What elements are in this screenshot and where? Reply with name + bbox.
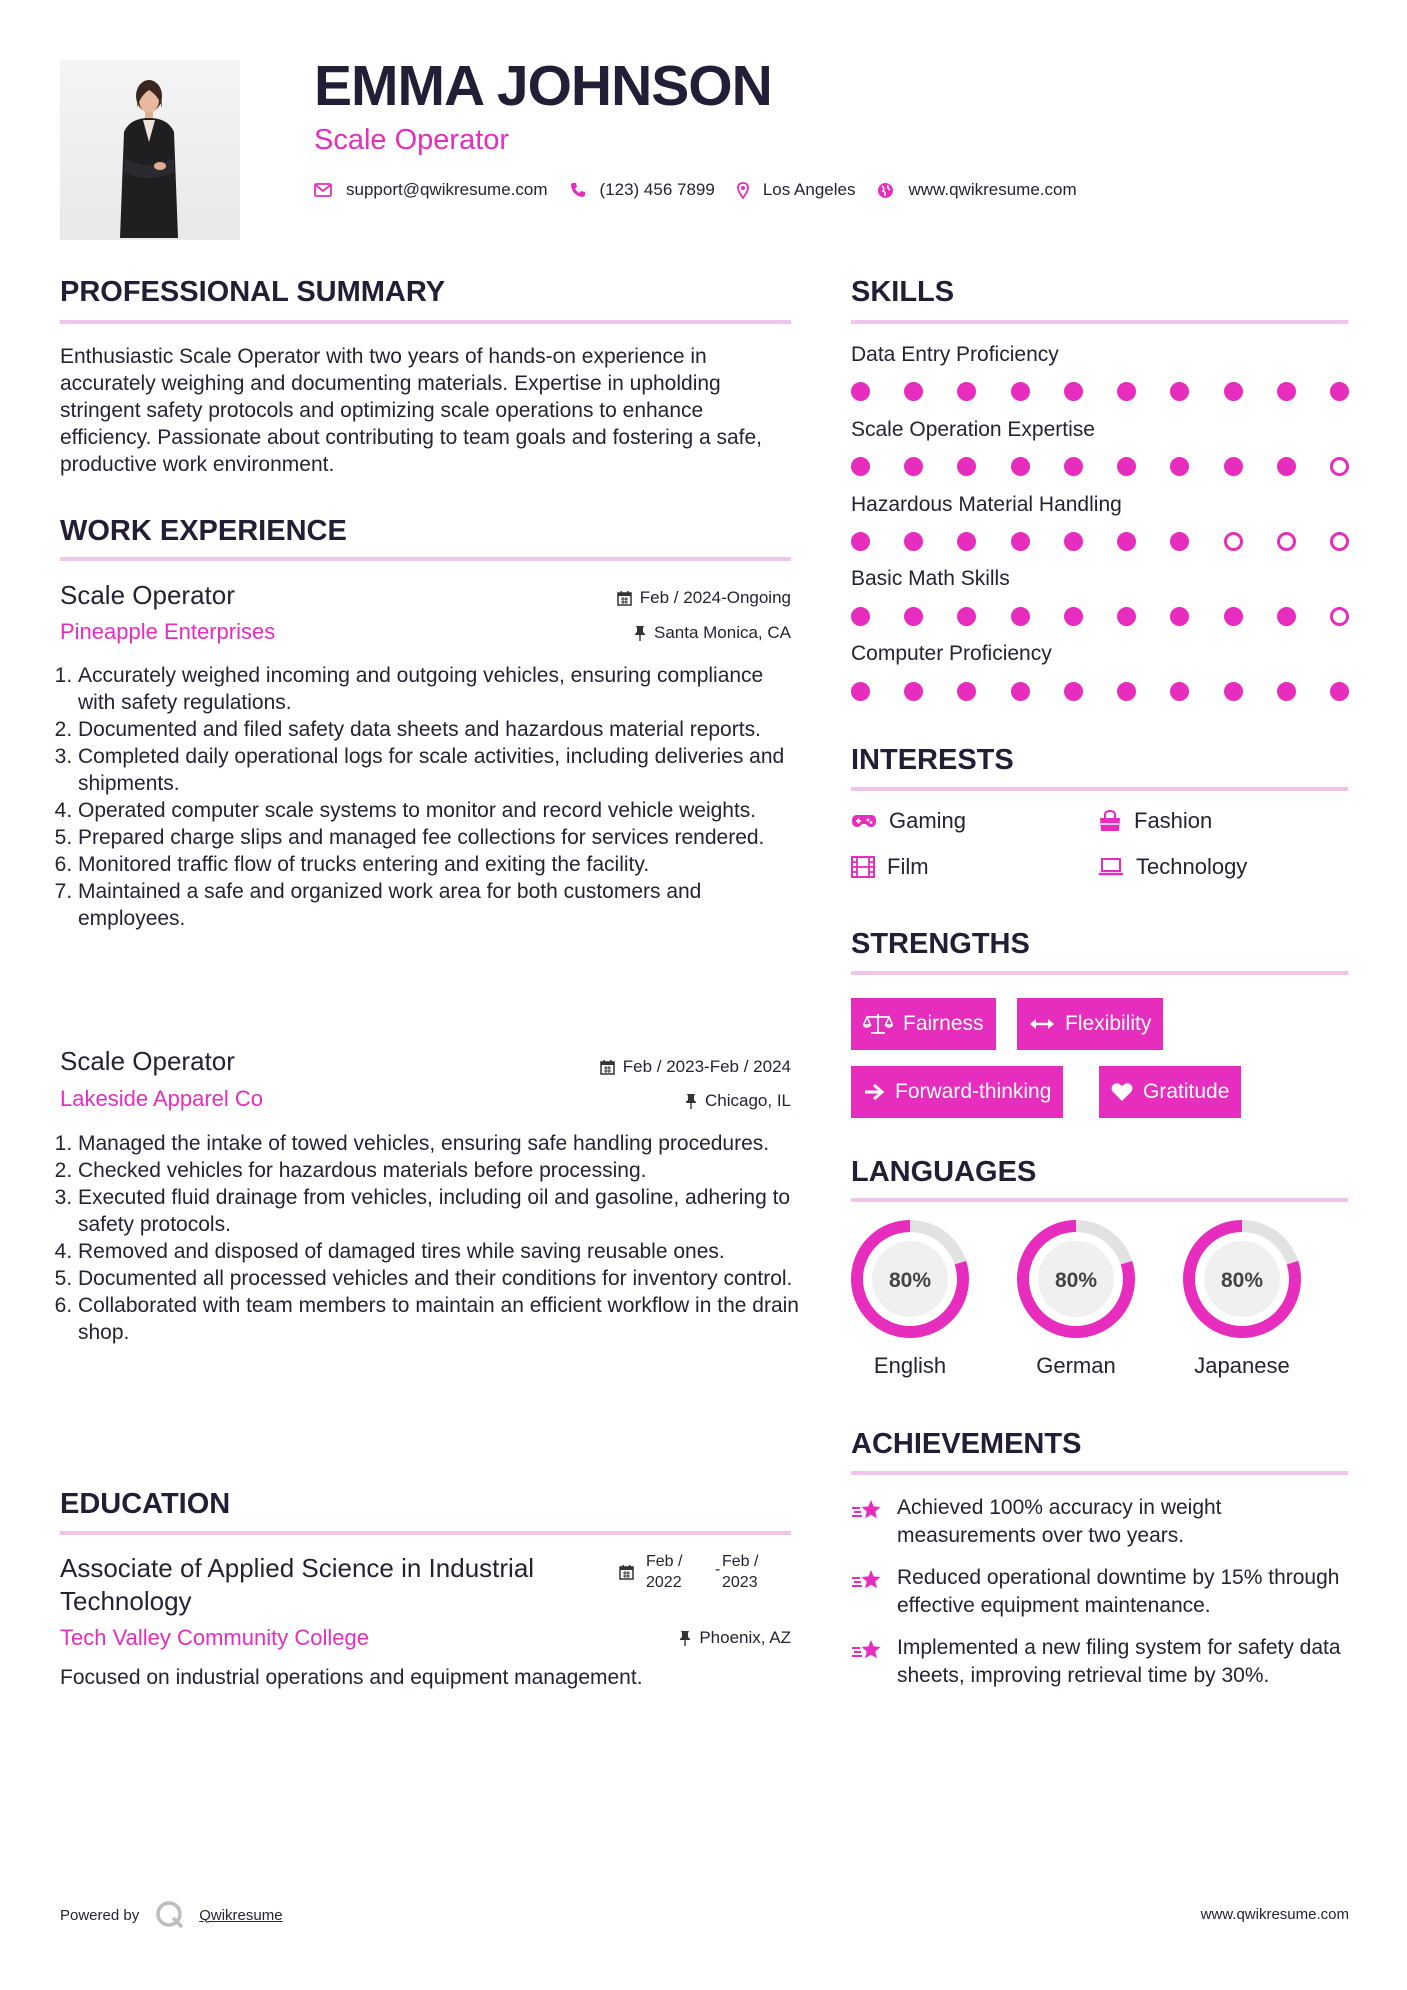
footer-url[interactable]: www.qwikresume.com [1200,1906,1349,1923]
contact-location [737,180,856,200]
skill-dot-filled [1277,607,1296,626]
job-1-location [634,623,791,643]
shooting-star-icon [851,1638,883,1664]
language-percent-label: 80% [888,1269,932,1292]
achievement-item-3 [851,1634,1356,1690]
experience-divider [60,557,791,561]
interest-gaming [851,808,966,834]
achievements-divider [851,1471,1348,1475]
skill-dot-filled [904,382,923,401]
interests-title: INTERESTS [851,744,1014,776]
film-icon [851,856,875,878]
edu-date-separator: - [715,1561,721,1578]
job-1-company: Pineapple Enterprises [60,619,276,644]
interest-label: Gaming [889,808,967,833]
skill-dot-empty [1277,532,1296,551]
candidate-role: Scale Operator [314,124,510,156]
list-item: 6. Monitored traffic flow of trucks entering and exiting the facility. [78,851,800,878]
contact-bar [314,177,1099,203]
calendar-icon [600,1059,615,1075]
calendar-icon [619,1564,634,1580]
job-1-title: Scale Operator [60,580,235,610]
skill-dot-filled [1224,382,1243,401]
shopping-bag-icon [1098,810,1122,832]
language-percent-label: 80% [1220,1269,1264,1292]
education-dates [619,1553,789,1597]
skill-dot-filled [904,682,923,701]
summary-text: Enthusiastic Scale Operator with two years of hands-on experience in accurately weighing and documenting materials. Expertise in upholding stringent safety protocols and optimizing scale operations to enhance efficiency. Passionate about contributing to team goals and fostering a safe, productive work environment. [60,345,762,476]
education-description: Focused on industrial operations and equipment management. [60,1666,643,1689]
skills-divider [851,320,1348,324]
language-ring-german [1015,1218,1137,1345]
skill-dot-filled [957,382,976,401]
skill-dot-filled [1064,607,1083,626]
job-2-location-text: Chicago, IL [705,1091,791,1110]
strengths-divider [851,971,1348,975]
skill-name-1: Data Entry Proficiency [851,343,1059,366]
map-marker-icon [737,182,749,199]
footer-powered-by [60,1900,283,1930]
strength-flexibility [1017,998,1163,1050]
gamepad-icon [851,813,877,829]
job-2-title: Scale Operator [60,1046,235,1076]
education-title: EDUCATION [60,1488,231,1520]
achievement-text: Reduced operational downtime by 15% through effective equipment maintenance. [897,1566,1340,1617]
job-2-dates [600,1057,791,1077]
list-item: 3. Completed daily operational logs for scale activities, including deliveries and shipments. [78,743,800,797]
skill-dot-filled [1011,457,1030,476]
achievement-item-1 [851,1494,1356,1550]
envelope-icon [314,183,332,197]
skill-dot-filled [904,532,923,551]
skill-dot-filled [851,457,870,476]
list-item: 5. Prepared charge slips and managed fee collections for services rendered. [78,824,800,851]
skill-rating-1 [851,381,1349,401]
balance-scale-icon [863,1012,893,1036]
skill-dot-filled [1117,532,1136,551]
skill-dot-filled [1117,457,1136,476]
school-name: Tech Valley Community College [60,1625,369,1650]
contact-email[interactable] [314,180,548,200]
list-item: 5. Documented all processed vehicles and their conditions for inventory control. [78,1265,800,1292]
skill-dot-filled [1117,682,1136,701]
degree-line-1: Associate of Applied Science in Industrial [60,1553,535,1583]
email-text: support@qwikresume.com [346,180,548,199]
languages-title: LANGUAGES [851,1156,1037,1188]
laptop-icon [1098,857,1124,877]
edu-end-year: 2023 [722,1574,758,1591]
language-name-english: English [873,1353,947,1378]
language-ring-english [849,1218,971,1345]
skill-dot-filled [1170,532,1189,551]
skill-dot-filled [1277,457,1296,476]
strength-label: Flexibility [1065,1012,1152,1035]
edu-start-month: Feb / [646,1553,683,1570]
list-item: 1. Accurately weighed incoming and outgoing vehicles, ensuring compliance with safety regulations. [78,662,800,716]
interests-divider [851,787,1348,791]
skill-dot-filled [1011,382,1030,401]
list-item: 2. Checked vehicles for hazardous materials before processing. [78,1157,800,1184]
pushpin-icon [679,1630,691,1646]
skill-dot-empty [1330,532,1349,551]
skill-dot-filled [851,382,870,401]
shooting-star-icon [851,1568,883,1594]
calendar-icon [617,590,632,606]
strength-label: Gratitude [1143,1080,1230,1103]
experience-title: WORK EXPERIENCE [60,515,347,547]
strength-label: Forward-thinking [895,1080,1052,1103]
skill-dot-filled [1117,382,1136,401]
skill-name-5: Computer Proficiency [851,642,1052,665]
list-item: 2. Documented and filed safety data sheets and hazardous material reports. [78,716,800,743]
globe-icon [877,182,894,199]
strength-fairness [851,998,996,1050]
skill-dot-empty [1224,532,1243,551]
skill-dot-filled [904,607,923,626]
pushpin-icon [685,1093,697,1109]
skill-rating-3 [851,531,1349,551]
interest-label: Fashion [1134,808,1213,833]
job-1-dates-text: Feb / 2024-Ongoing [639,588,791,607]
job-2-location [685,1091,791,1111]
language-percent-label: 80% [1054,1269,1098,1292]
skill-dot-filled [1011,682,1030,701]
language-name-german: German [1036,1353,1116,1378]
list-item: 6. Collaborated with team members to maintain an efficient workflow in the drain shop. [78,1292,800,1346]
profile-photo [60,60,240,240]
achievements-title: ACHIEVEMENTS [851,1428,1082,1460]
achievement-text: Implemented a new filing system for safety data sheets, improving retrieval time by 30%. [897,1636,1341,1687]
language-name-japanese: Japanese [1194,1353,1290,1378]
skill-dot-filled [1011,532,1030,551]
shooting-star-icon [851,1498,883,1524]
skill-rating-5 [851,681,1349,701]
skill-dot-filled [1117,607,1136,626]
skill-name-3: Hazardous Material Handling [851,493,1122,516]
qwikresume-logo-icon [155,1900,185,1930]
skill-dot-filled [1330,682,1349,701]
interest-label: Technology [1136,854,1248,879]
pushpin-icon [634,625,646,641]
location-text: Los Angeles [762,180,856,199]
double-arrow-icon [1029,1017,1055,1031]
contact-website[interactable] [877,180,1076,200]
interest-label: Film [887,854,929,879]
strength-forward-thinking [851,1066,1063,1118]
skill-dot-filled [1170,682,1189,701]
skill-dot-filled [1170,382,1189,401]
qwikresume-link[interactable]: Qwikresume [199,1906,283,1924]
phone-text: (123) 456 7899 [599,180,715,199]
interest-fashion [1098,808,1212,834]
skill-dot-filled [957,682,976,701]
skill-dot-filled [1011,607,1030,626]
list-item: 4. Operated computer scale systems to monitor and record vehicle weights. [78,797,800,824]
education-divider [60,1531,791,1535]
summary-divider [60,320,791,324]
skill-dot-filled [1224,457,1243,476]
strengths-title: STRENGTHS [851,928,1030,960]
skill-rating-2 [851,456,1349,476]
edu-end-month: Feb / [722,1553,759,1570]
skill-dot-filled [851,682,870,701]
skill-dot-filled [851,532,870,551]
skill-dot-filled [1224,607,1243,626]
website-text: www.qwikresume.com [908,180,1077,199]
skill-name-4: Basic Math Skills [851,567,1010,590]
skill-dot-filled [1224,682,1243,701]
skill-name-2: Scale Operation Expertise [851,418,1095,441]
job-2-bullets [60,1130,800,1346]
skill-dot-filled [957,532,976,551]
contact-phone[interactable] [570,180,715,200]
skill-dot-filled [851,607,870,626]
list-item: 7. Maintained a safe and organized work area for both customers and employees. [78,878,800,932]
interest-technology [1098,854,1247,880]
skill-dot-filled [904,457,923,476]
skills-title: SKILLS [851,276,955,308]
skill-dot-filled [1277,382,1296,401]
language-ring-japanese [1181,1218,1303,1345]
skill-dot-filled [1064,457,1083,476]
candidate-name: EMMA JOHNSON [314,54,772,118]
job-1-bullets [60,662,800,932]
heart-icon [1111,1082,1133,1102]
summary-title: PROFESSIONAL SUMMARY [60,276,446,308]
strength-label: Fairness [903,1012,984,1035]
strength-gratitude [1099,1066,1241,1118]
achievement-item-2 [851,1564,1356,1620]
skill-rating-4 [851,606,1349,626]
skill-dot-filled [1170,457,1189,476]
skill-dot-filled [957,607,976,626]
skill-dot-filled [1064,532,1083,551]
skill-dot-filled [1330,382,1349,401]
education-location-text: Phoenix, AZ [699,1628,791,1647]
languages-divider [851,1198,1348,1202]
achievement-text: Achieved 100% accuracy in weight measurements over two years. [897,1496,1222,1547]
degree-line-2: Technology [60,1586,192,1616]
skill-dot-filled [1277,682,1296,701]
job-1-location-text: Santa Monica, CA [653,623,791,642]
skill-dot-filled [1170,607,1189,626]
arrow-right-icon [863,1083,885,1101]
job-2-company: Lakeside Apparel Co [60,1086,264,1111]
edu-start-year: 2022 [646,1574,682,1591]
powered-by-text: Powered by [60,1906,140,1924]
skill-dot-filled [1064,682,1083,701]
skill-dot-empty [1330,607,1349,626]
list-item: 1. Managed the intake of towed vehicles, ensuring safe handling procedures. [78,1130,800,1157]
skill-dot-empty [1330,457,1349,476]
skill-dot-filled [957,457,976,476]
phone-icon [570,182,586,198]
job-2-dates-text: Feb / 2023-Feb / 2024 [622,1057,791,1076]
list-item: 3. Executed fluid drainage from vehicles, including oil and gasoline, adhering to safety protocols. [78,1184,800,1238]
job-1-dates [617,588,791,608]
list-item: 4. Removed and disposed of damaged tires while saving reusable ones. [78,1238,800,1265]
interest-film [851,854,929,880]
education-location [679,1628,791,1648]
skill-dot-filled [1064,382,1083,401]
